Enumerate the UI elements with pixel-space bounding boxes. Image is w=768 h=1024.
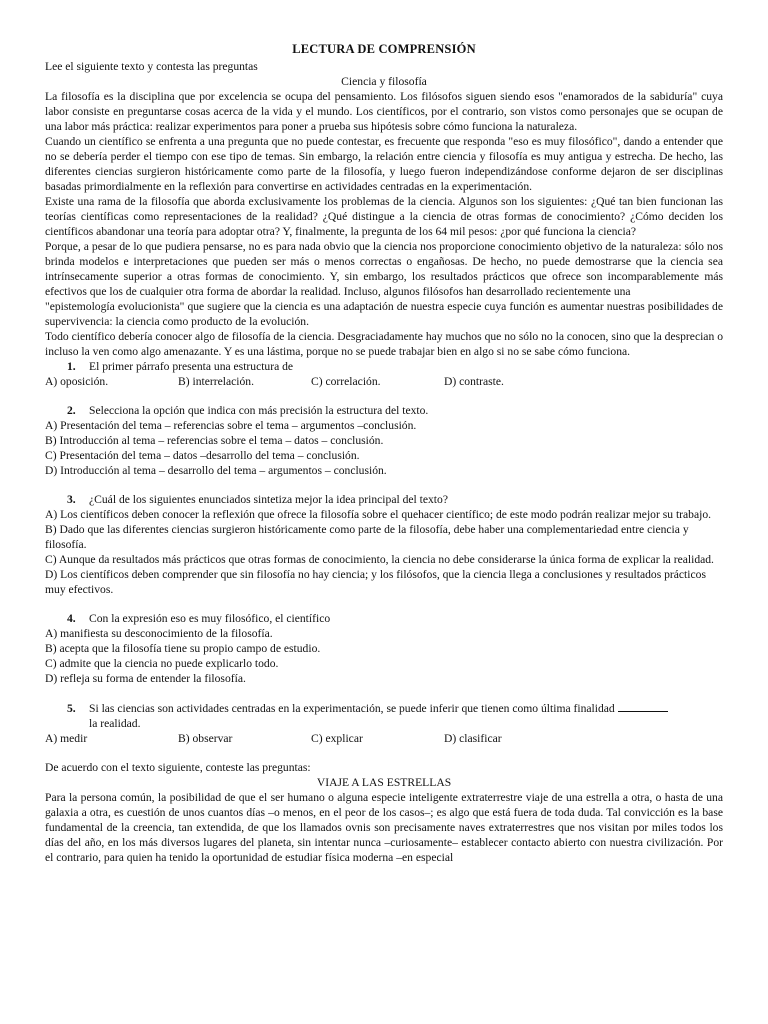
option-b[interactable]: B) Introducción al tema – referencias sobre el tema – datos – conclusión. — [45, 434, 384, 447]
paragraph: La filosofía es la disciplina que por excelencia se ocupa del pensamiento. Los filósofos siguen siendo esos "enamorados de la sabiduría" cuya labor consiste en preguntarse cosas acerca de la vida y el mundo. Los científicos, por el contrario, son vistos como personajes que se ocupan de una labor más práctica: realizar experimentos para poner a prueba sus hipótesis sobre cómo funciona la naturaleza. — [45, 90, 723, 133]
option-b[interactable]: B) observar — [178, 732, 233, 745]
spacer — [45, 597, 723, 611]
option-a[interactable]: A) Los científicos deben conocer la reflexión que ofrece la filosofía sobre el quehacer científico; de este modo podrán realizar mejor su trabajo. — [45, 508, 712, 521]
question-stem: Selecciona la opción que indica con más precisión la estructura del texto. — [89, 404, 429, 417]
option-d[interactable]: D) Los científicos deben comprender que sin filosofía no hay ciencia; y los filósofos, que la ciencia llega a conclusiones y resultados prácticos muy efectivos. — [45, 568, 706, 596]
question-stem: El primer párrafo presenta una estructura de — [89, 360, 294, 373]
option-a[interactable]: A) oposición. — [45, 375, 109, 388]
question-3 — [45, 492, 723, 597]
option-c[interactable]: C) Aunque da resultados más prácticos que otras formas de conocimiento, la ciencia no debe considerarse la única forma de explicar la realidad. — [45, 553, 714, 566]
question-5 — [45, 700, 723, 746]
reading-title: Ciencia y filosofía — [341, 75, 427, 88]
option-c[interactable]: C) correlación. — [311, 375, 381, 388]
spacer — [45, 746, 723, 760]
option-a[interactable]: A) medir — [45, 732, 88, 745]
question-number: 3. — [67, 493, 76, 506]
spacer — [45, 389, 723, 403]
paragraph: Porque, a pesar de lo que pudiera pensarse, no es para nada obvio que la ciencia nos proporcione conocimiento objetivo de la naturaleza: sólo nos brinda modelos e interpretaciones que pueden ser más o menos correctas o engañosas. De hecho, no puede demostrarse que la ciencia sea intrínsecamente superior a otras formas de conocimiento. Y, sin embargo, los resultados prácticos que ofrece son incomparablemente más efectivos que los de cualquier otra forma de abordar la realidad. Incluso, algunos filósofos han desarrollado recientemente una — [45, 240, 723, 298]
question-number: 4. — [67, 612, 76, 625]
question-stem: ¿Cuál de los siguientes enunciados sintetiza mejor la idea principal del texto? — [89, 493, 448, 506]
question-4 — [45, 611, 723, 686]
question-number: 5. — [67, 702, 76, 715]
options-row — [45, 374, 723, 389]
question-stem: Si las ciencias son actividades centradas en la experimentación, se puede inferir que tienen como última finalidad — [89, 702, 615, 715]
option-b[interactable]: B) acepta que la filosofía tiene su propio campo de estudio. — [45, 642, 321, 655]
document-title: LECTURA DE COMPRENSIÓN — [292, 42, 476, 56]
option-d[interactable]: D) Introducción al tema – desarrollo del tema – argumentos – conclusión. — [45, 464, 387, 477]
option-c[interactable]: C) admite que la ciencia no puede explicarlo todo. — [45, 657, 279, 670]
question-number: 2. — [67, 404, 76, 417]
instruction: Lee el siguiente texto y contesta las preguntas — [45, 60, 258, 73]
spacer — [45, 478, 723, 492]
question-stem: Con la expresión eso es muy filosófico, el científico — [89, 612, 331, 625]
question-number: 1. — [67, 360, 76, 373]
question-1 — [45, 359, 723, 389]
option-a[interactable]: A) Presentación del tema – referencias sobre el tema – argumentos –conclusión. — [45, 419, 417, 432]
option-c[interactable]: C) explicar — [311, 732, 363, 745]
answer-blank[interactable] — [618, 700, 668, 712]
paragraph: Para la persona común, la posibilidad de que el ser humano o alguna especie inteligente extraterrestre viaje de una estrella a otra, o hasta de una galaxia a otra, es cuestión de unos cuantos días –o menos, en el peor de los casos–; es algo que está fuera de toda duda. Tal convicción es la base fundamental de la creencia, tan extendida, de que los llamados ovnis son precisamente naves extraterrestres que nos visitan por miles todos los días del año, en los más diversos lugares del planeta, sin intentar nunca –curiosamente– establecer contacto abierto con nuestra civilización. Por el contrario, para quien ha tenido la oportunidad de estudiar física moderna –en especial — [45, 791, 723, 864]
option-c[interactable]: C) Presentación del tema – datos –desarrollo del tema – conclusión. — [45, 449, 360, 462]
question-stem-continuation: la realidad. — [89, 717, 141, 730]
second-instruction: De acuerdo con el texto siguiente, conteste las preguntas: — [45, 761, 311, 774]
paragraph: Cuando un científico se enfrenta a una pregunta que no puede contestar, es frecuente que responda "eso es muy filosófico", dando a entender que no se debería perder el tiempo con ese tipo de temas. Sin embargo, la relación entre ciencia y filosofía es muy antigua y estrecha. De hecho, las diferentes ciencias surgieron históricamente como parte de la filosofía, y luego fueron independizándose conforme dejaron de ser disciplinas basadas primordialmente en la reflexión para convertirse en actividades centradas en la experimentación. — [45, 135, 723, 193]
option-d[interactable]: D) clasificar — [444, 732, 502, 745]
option-d[interactable]: D) refleja su forma de entender la filosofía. — [45, 672, 246, 685]
paragraph: "epistemología evolucionista" que sugiere que la ciencia es una adaptación de nuestra especie cuya función es aumentar nuestras posibilidades de supervivencia: la ciencia como producto de la evolución. — [45, 300, 723, 328]
spacer — [45, 686, 723, 700]
paragraph: Existe una rama de la filosofía que aborda exclusivamente los problemas de la ciencia. Algunos son los siguientes: ¿Qué tan bien funcionan las teorías científicas como representaciones de la realidad? ¿Qué distingue a la ciencia de otras formas de conocimiento? ¿Cómo deciden los científicos abandonar una teoría para adoptar otra? Y, finalmente, la pregunta de los 64 mil pesos: ¿por qué funciona la ciencia? — [45, 195, 723, 238]
second-reading-title: VIAJE A LAS ESTRELLAS — [316, 776, 452, 789]
option-d[interactable]: D) contraste. — [444, 375, 504, 388]
paragraph: Todo científico debería conocer algo de filosofía de la ciencia. Desgraciadamente hay muchos que no sólo no la conocen, sino que la desprecian o incluso la ven como algo amenazante. Y es una lástima, porque no se puede trabajar bien en algo si no se sabe cómo funciona. — [45, 330, 723, 358]
question-2 — [45, 403, 723, 478]
option-b[interactable]: B) interrelación. — [178, 375, 254, 388]
option-b[interactable]: B) Dado que las diferentes ciencias surgieron históricamente como parte de la filosofía, debe haber una complementariedad entre ciencia y filosofía. — [45, 523, 689, 551]
option-a[interactable]: A) manifiesta su desconocimiento de la filosofía. — [45, 627, 273, 640]
options-row — [45, 731, 723, 746]
